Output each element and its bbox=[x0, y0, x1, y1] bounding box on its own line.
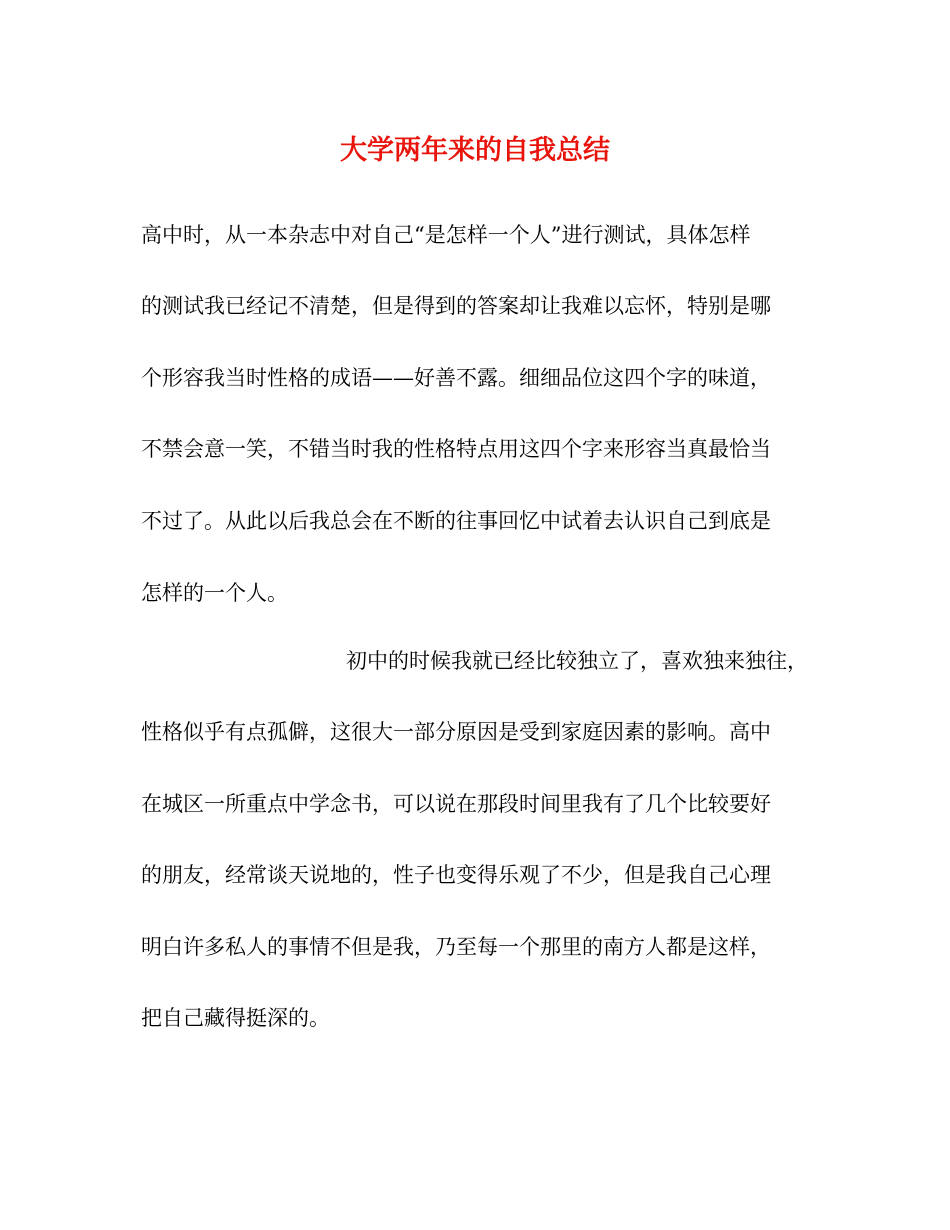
paragraph-2-line-2: 性格似乎有点孤僻，这很大一部分原因是受到家庭因素的影响。高中 bbox=[141, 720, 771, 744]
paragraph-2-line-5: 明白许多私人的事情不但是我，乃至每一个那里的南方人都是这样， bbox=[141, 935, 771, 959]
paragraph-1-line-3: 个形容我当时性格的成语——好善不露。细细品位这四个字的味道， bbox=[141, 366, 771, 390]
paragraph-1-line-4: 不禁会意一笑，不错当时我的性格特点用这四个字来形容当真最恰当 bbox=[141, 437, 771, 461]
paragraph-2-line-6: 把自己藏得挺深的。 bbox=[141, 1006, 330, 1030]
paragraph-1-line-1: 高中时，从一本杂志中对自己“是怎样一个人”进行测试，具体怎样 bbox=[141, 223, 751, 247]
paragraph-2-line-1: 初中的时候我就已经比较独立了，喜欢独来独往， bbox=[346, 649, 808, 673]
paragraph-2-line-3: 在城区一所重点中学念书，可以说在那段时间里我有了几个比较要好 bbox=[141, 792, 771, 816]
paragraph-1-line-6: 怎样的一个人。 bbox=[141, 581, 288, 605]
paragraph-1-line-2: 的测试我已经记不清楚，但是得到的答案却让我难以忘怀，特别是哪 bbox=[141, 294, 771, 318]
paragraph-2-line-4: 的朋友，经常谈天说地的，性子也变得乐观了不少，但是我自己心理 bbox=[141, 863, 771, 887]
document-title: 大学两年来的自我总结 bbox=[340, 135, 610, 166]
paragraph-1-line-5: 不过了。从此以后我总会在不断的往事回忆中试着去认识自己到底是 bbox=[141, 509, 771, 533]
